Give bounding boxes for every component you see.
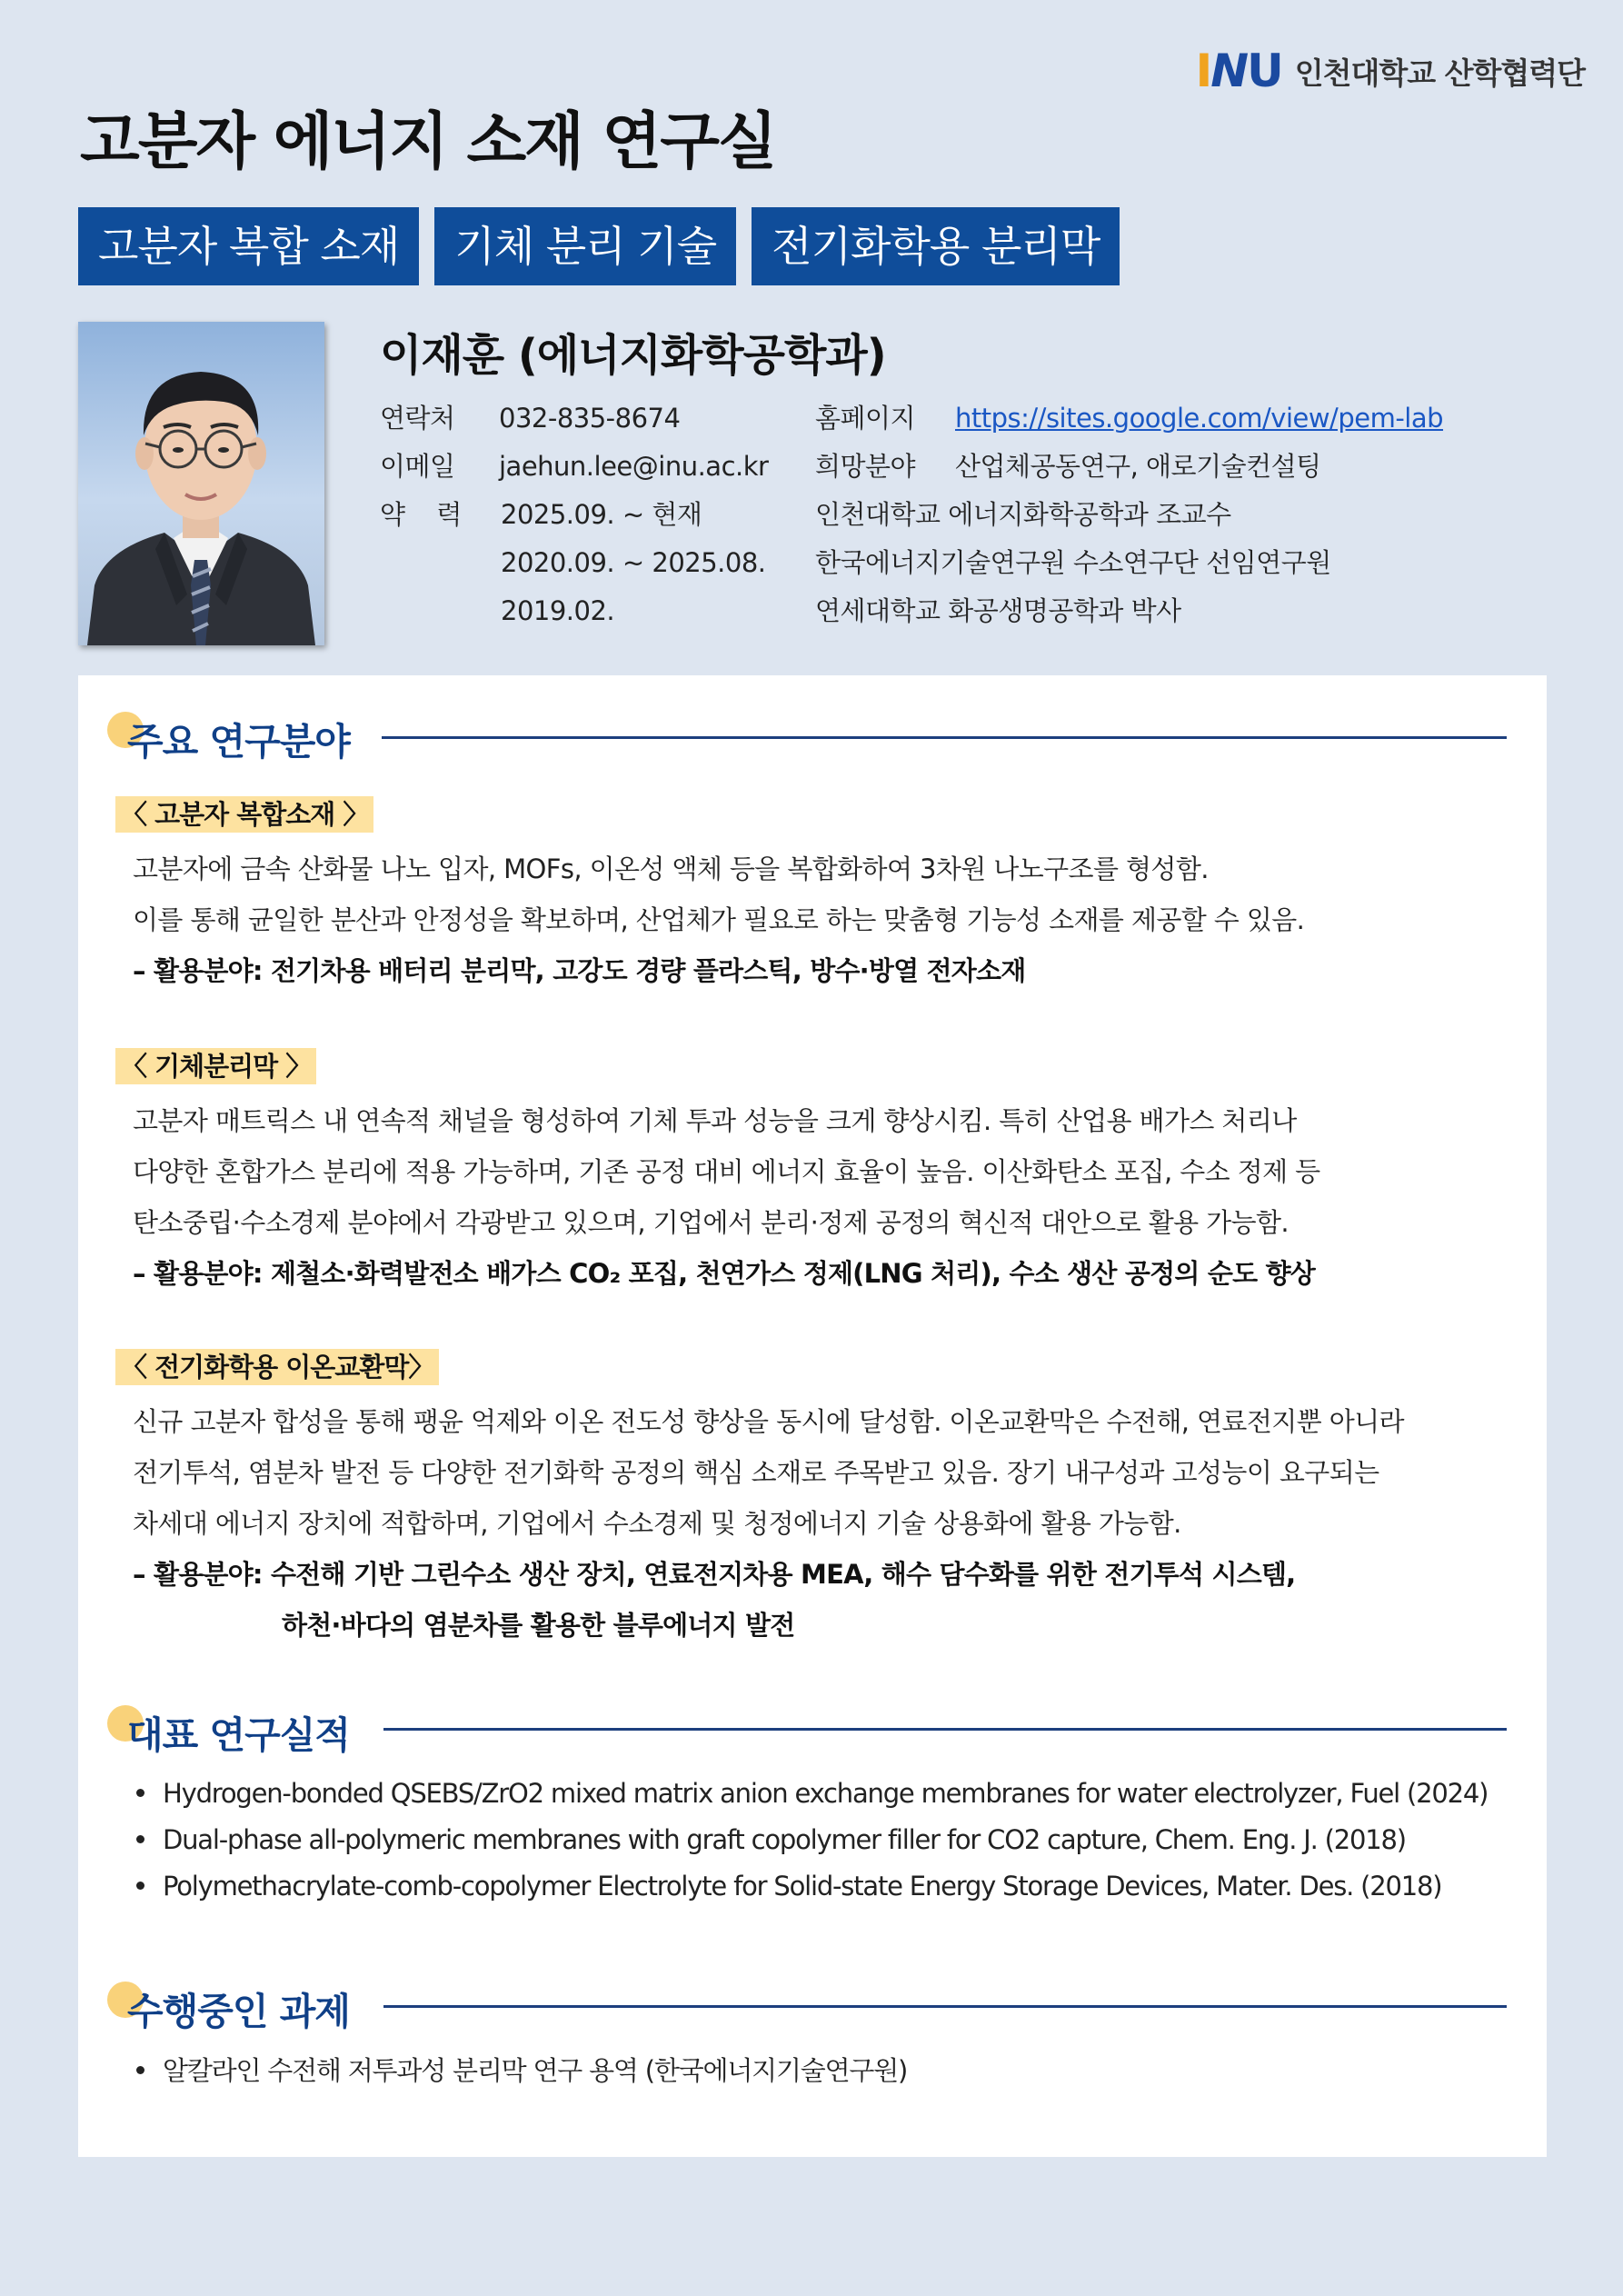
achievement-item: Hydrogen-bonded QSEBS/ZrO2 mixed matrix anion exchange membranes for water electrolyzer, Fuel (2024) [136, 1775, 1488, 1812]
research-item-text: 이를 통해 균일한 분산과 안정성을 확보하며, 산업체가 필요로 하는 맞춤형 기능성 소재를 제공할 수 있음. [133, 904, 1305, 935]
contact-label: 연락처 [380, 403, 455, 434]
section-title-research: 주요 연구분야 [127, 720, 350, 764]
career-desc: 인천대학교 에너지화학공학과 조교수 [815, 499, 1231, 530]
research-item-text: 전기투석, 염분차 발전 등 다양한 전기화학 공정의 핵심 소재로 주목받고 있음. 장기 내구성과 고성능이 요구되는 [133, 1457, 1379, 1488]
section-title-projects: 수행중인 과제 [127, 1990, 350, 2033]
homepage-link[interactable]: https://sites.google.com/view/pem-lab [955, 403, 1444, 434]
section-divider [383, 2005, 1507, 2008]
research-item-heading: 〈 전기화학용 이온교환막〉 [115, 1349, 439, 1385]
keyword-tag: 고분자 복합 소재 [78, 207, 419, 285]
achievement-item: Dual-phase all-polymeric membranes with graft copolymer filler for CO2 capture, Chem. Eng. J. (2018) [136, 1822, 1406, 1858]
homepage-link-wrap [955, 402, 1443, 434]
section-divider [382, 736, 1507, 739]
interest-value: 산업체공동연구, 애로기술컨설팅 [955, 451, 1321, 482]
career-period: 2025.09. ~ 현재 [501, 499, 702, 530]
keyword-tag: 기체 분리 기술 [434, 207, 736, 285]
contact-value: 032-835-8674 [499, 403, 681, 434]
career-label: 약 력 [380, 499, 462, 530]
email-value: jaehun.lee@inu.ac.kr [499, 451, 769, 482]
career-period: 2020.09. ~ 2025.08. [501, 547, 766, 578]
research-item-application: 하천·바다의 염분차를 활용한 블루에너지 발전 [282, 1610, 795, 1641]
keyword-tags [78, 207, 1120, 285]
keyword-tag: 전기화학용 분리막 [752, 207, 1120, 285]
research-item-text: 신규 고분자 합성을 통해 팽윤 억제와 이온 전도성 향상을 동시에 달성함. 이온교환막은 수전해, 연료전지뿐 아니라 [133, 1406, 1404, 1437]
research-item-heading: 〈 기체분리막 〉 [115, 1048, 316, 1084]
research-item-application: – 활용분야: 제철소·화력발전소 배가스 CO₂ 포집, 천연가스 정제(LNG 처리), 수소 생산 공정의 순도 향상 [133, 1258, 1316, 1289]
career-desc: 연세대학교 화공생명공학과 박사 [815, 595, 1181, 626]
research-item-text: 고분자 매트릭스 내 연속적 채널을 형성하여 기체 투과 성능을 크게 향상시킴. 특히 산업용 배가스 처리나 [133, 1105, 1297, 1136]
research-item-application: – 활용분야: 전기차용 배터리 분리막, 고강도 경량 플라스틱, 방수·방열 전자소재 [133, 955, 1026, 986]
bullet-icon [136, 1789, 144, 1797]
research-item-text: 탄소중립·수소경제 분야에서 각광받고 있으며, 기업에서 분리·정제 공정의 혁신적 대안으로 활용 가능함. [133, 1207, 1289, 1238]
logo-text: 인천대학교 산학협력단 [1294, 55, 1585, 91]
email-label: 이메일 [380, 451, 455, 482]
homepage-label: 홈페이지 [815, 403, 916, 434]
research-item-heading: 〈 고분자 복합소재 〉 [115, 796, 373, 833]
research-item-text: 다양한 혼합가스 분리에 적용 가능하며, 기존 공정 대비 에너지 효율이 높음. 이산화탄소 포집, 수소 정제 등 [133, 1156, 1320, 1187]
bullet-icon [136, 1882, 144, 1890]
researcher-name: 이재훈 (에너지화학공학과) [380, 330, 886, 381]
research-item-application: – 활용분야: 수전해 기반 그린수소 생산 장치, 연료전지차용 MEA, 해수 담수화를 위한 전기투석 시스템, [133, 1559, 1296, 1590]
inu-logo-mark: I N U [1195, 45, 1282, 97]
research-item-text: 고분자에 금속 산화물 나노 입자, MOFs, 이온성 액체 등을 복합화하여 3차원 나노구조를 형성함. [133, 854, 1209, 884]
career-desc: 한국에너지기술연구원 수소연구단 선임연구원 [815, 547, 1331, 578]
project-item: 알칼라인 수전해 저투과성 분리막 연구 용역 (한국에너지기술연구원) [136, 2052, 907, 2089]
inu-logo [1196, 44, 1585, 98]
interest-label: 희망분야 [815, 451, 916, 482]
page-title: 고분자 에너지 소재 연구실 [80, 106, 776, 178]
bullet-icon [136, 1835, 144, 1843]
bullet-icon [136, 2066, 144, 2074]
portrait-illustration [78, 322, 324, 645]
achievement-item: Polymethacrylate-comb-copolymer Electrolyte for Solid-state Energy Storage Devices, Mater. Des. (2018) [136, 1868, 1441, 1904]
research-item-text: 차세대 에너지 장치에 적합하며, 기업에서 수소경제 및 청정에너지 기술 상용화에 활용 가능함. [133, 1508, 1181, 1539]
profile-photo [78, 322, 324, 645]
section-divider [383, 1728, 1507, 1731]
section-title-achievements: 대표 연구실적 [127, 1713, 350, 1757]
career-period: 2019.02. [501, 595, 615, 626]
